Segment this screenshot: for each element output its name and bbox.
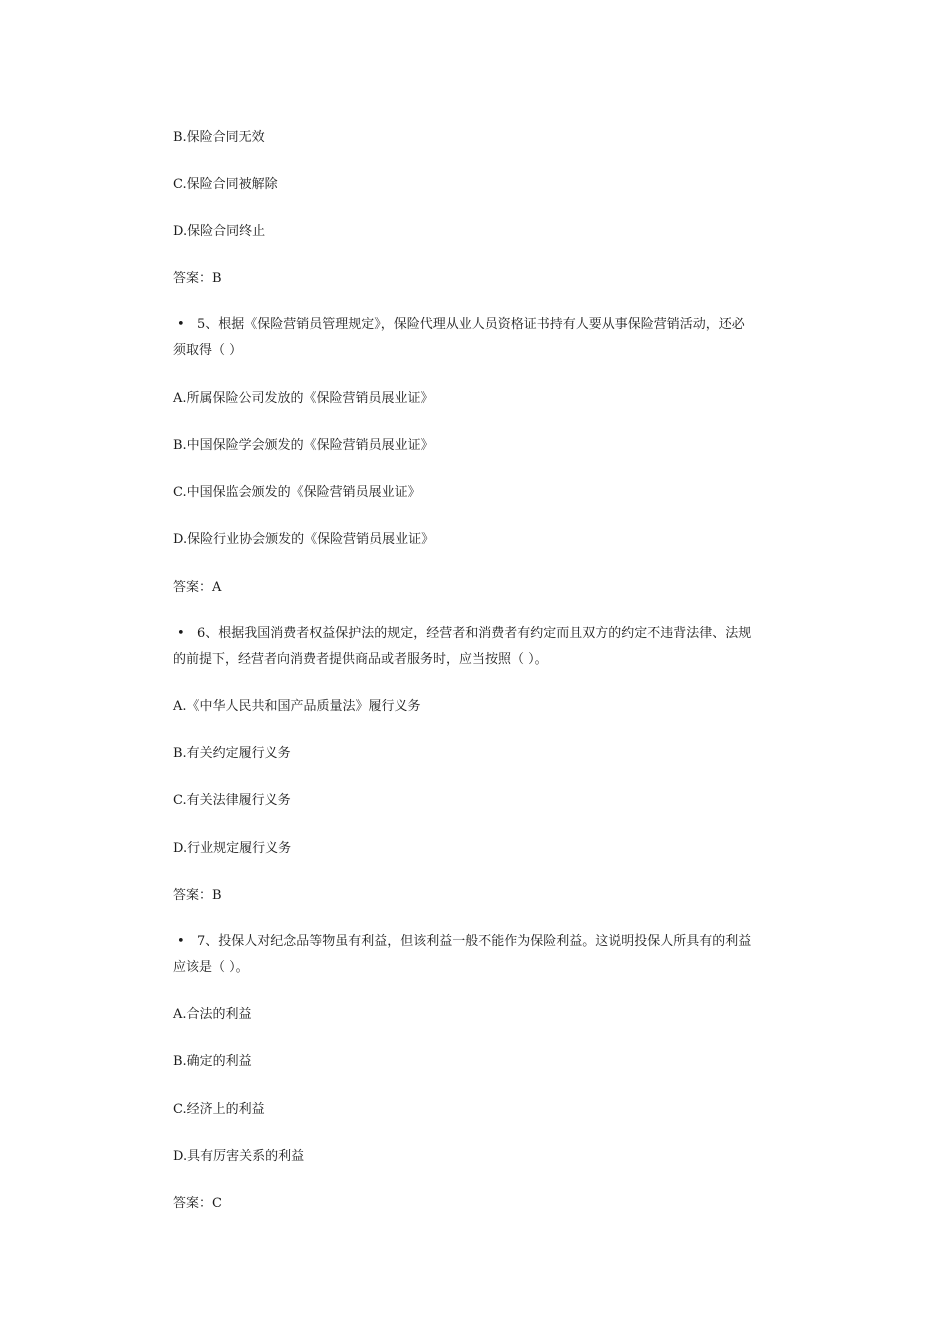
q5-answer: 答案：A [173, 580, 222, 595]
q6-answer: 答案：B [173, 888, 222, 903]
q6-option-b: B.有关约定履行义务 [173, 746, 291, 761]
q6-stem-line2: 的前提下，经营者向消费者提供商品或者服务时，应当按照（ ）。 [173, 652, 548, 667]
q7-stem-text1: 7、投保人对纪念品等物虽有利益，但该利益一般不能作为保险利益。这说明投保人所具有的利益 [197, 934, 752, 949]
q7-answer: 答案：C [173, 1196, 222, 1211]
q5-option-a: A.所属保险公司发放的《保险营销员展业证》 [173, 391, 434, 406]
q4-option-b: B.保险合同无效 [173, 130, 265, 145]
q6-option-a: A.《中华人民共和国产品质量法》履行义务 [173, 699, 421, 714]
q7-option-d: D.具有厉害关系的利益 [173, 1149, 305, 1164]
q7-option-b: B.确定的利益 [173, 1054, 252, 1069]
q4-answer: 答案：B [173, 271, 222, 286]
q5-option-d: D.保险行业协会颁发的《保险营销员展业证》 [173, 532, 435, 547]
q7-stem-line1 [173, 933, 813, 951]
q6-option-d: D.行业规定履行义务 [173, 841, 292, 856]
q6-option-c: C.有关法律履行义务 [173, 793, 291, 808]
q7-stem-line2: 应该是（ ）。 [173, 960, 249, 975]
q6-bullet: • [177, 626, 185, 641]
q7-option-c: C.经济上的利益 [173, 1102, 265, 1117]
q5-bullet: • [177, 317, 185, 332]
q5-stem-line2: 须取得（ ） [173, 343, 243, 358]
q4-option-d: D.保险合同终止 [173, 224, 266, 239]
q4-option-c: C.保险合同被解除 [173, 177, 278, 192]
q5-stem-line1 [173, 316, 813, 334]
q7-bullet: • [177, 934, 185, 949]
q7-option-a: A.合法的利益 [173, 1007, 252, 1022]
q6-stem-line1 [173, 625, 813, 643]
q5-stem-text1: 5、根据《保险营销员管理规定》，保险代理从业人员资格证书持有人要从事保险营销活动，还必 [197, 317, 745, 332]
q6-stem-text1: 6、根据我国消费者权益保护法的规定，经营者和消费者有约定而且双方的约定不违背法律、法规 [197, 626, 752, 641]
q5-option-b: B.中国保险学会颁发的《保险营销员展业证》 [173, 438, 434, 453]
q5-option-c: C.中国保监会颁发的《保险营销员展业证》 [173, 485, 421, 500]
